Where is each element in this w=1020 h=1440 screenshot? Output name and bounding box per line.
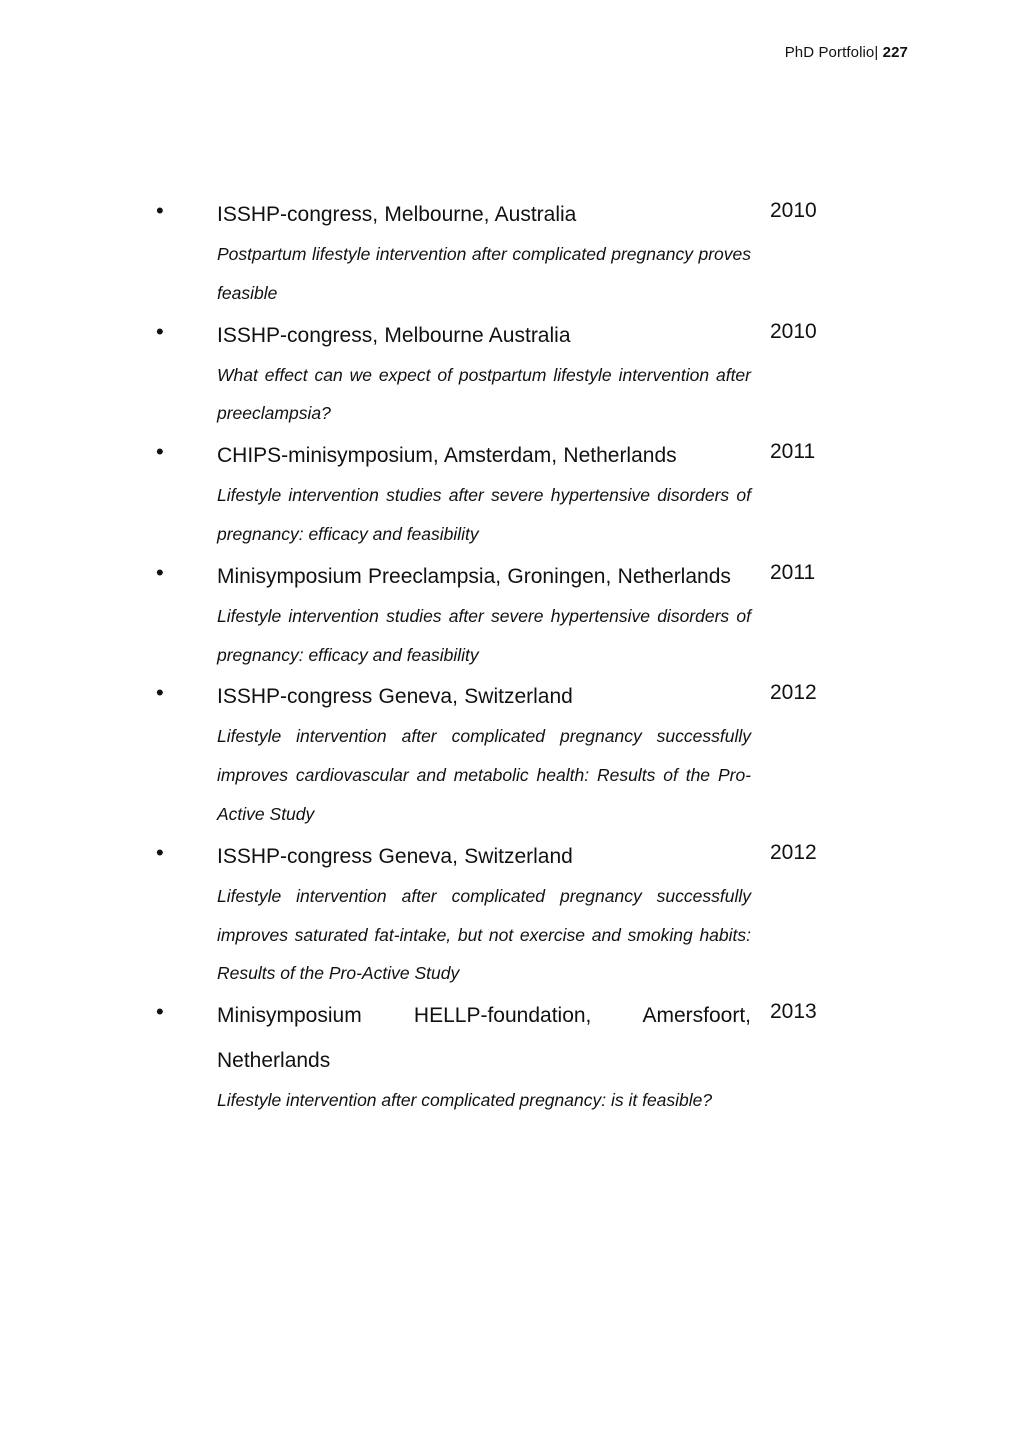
bullet-icon: •: [156, 839, 164, 865]
list-item: [0, 554, 1020, 675]
bullet-icon: •: [156, 999, 164, 1025]
presentation-title: Postpartum lifestyle intervention after complicated pregnancy proves feasible: [217, 244, 751, 303]
list-item: [0, 993, 1020, 1120]
presentation-title: Lifestyle intervention after complicated pregnancy successfully improves cardiovascular and metabolic health: Results of the Pro-Active Study: [217, 726, 751, 824]
event-year: 2011: [770, 560, 816, 584]
page-number: 227: [882, 44, 908, 61]
header-label: PhD Portfolio: [784, 44, 875, 61]
event-year: 2010: [770, 319, 817, 343]
event-year: 2012: [770, 840, 817, 864]
bullet-icon: •: [156, 680, 164, 706]
presentation-title: Lifestyle intervention after complicated pregnancy successfully improves saturated fat-intake, but not exercise and smoking habits: Results of the Pro-Active Study: [217, 885, 751, 984]
bullet-icon: •: [156, 318, 164, 344]
presentation-list: [0, 196, 1020, 1124]
bullet-icon: •: [156, 198, 164, 223]
presentation-title: Lifestyle intervention studies after severe hypertensive disorders of pregnancy: efficacy and feasibility: [217, 605, 751, 665]
event-name: ISSHP-congress Geneva, Switzerland: [217, 844, 573, 868]
event-name: ISSHP-congress, Melbourne Australia: [217, 323, 571, 347]
presentation-title: Lifestyle intervention after complicated pregnancy: is it feasible?: [217, 1090, 713, 1111]
header-separator: |: [874, 44, 879, 61]
event-year: 2012: [770, 681, 817, 705]
list-item: [0, 834, 1020, 993]
event-name: ISSHP-congress, Melbourne, Australia: [217, 203, 577, 226]
event-name: Minisymposium HELLP-foundation, Amersfoort, Netherlands: [217, 1004, 751, 1073]
event-year: 2010: [770, 199, 817, 222]
bullet-icon: •: [156, 559, 164, 585]
presentation-title: What effect can we expect of postpartum lifestyle intervention after preeclampsia?: [217, 364, 751, 424]
event-name: ISSHP-congress Geneva, Switzerland: [217, 685, 573, 709]
list-item: [0, 192, 1020, 313]
event-year: 2013: [770, 1000, 817, 1024]
list-item: [0, 674, 1020, 833]
event-name: CHIPS-minisymposium, Amsterdam, Netherlands: [217, 444, 677, 468]
event-name: Minisymposium Preeclampsia, Groningen, Netherlands: [217, 564, 731, 588]
presentation-title: Lifestyle intervention studies after severe hypertensive disorders of pregnancy: efficacy and feasibility: [217, 485, 751, 544]
list-item: [0, 433, 1020, 554]
list-item: [0, 313, 1020, 434]
event-year: 2011: [770, 440, 816, 464]
running-header: [785, 44, 908, 61]
bullet-icon: •: [156, 439, 164, 465]
